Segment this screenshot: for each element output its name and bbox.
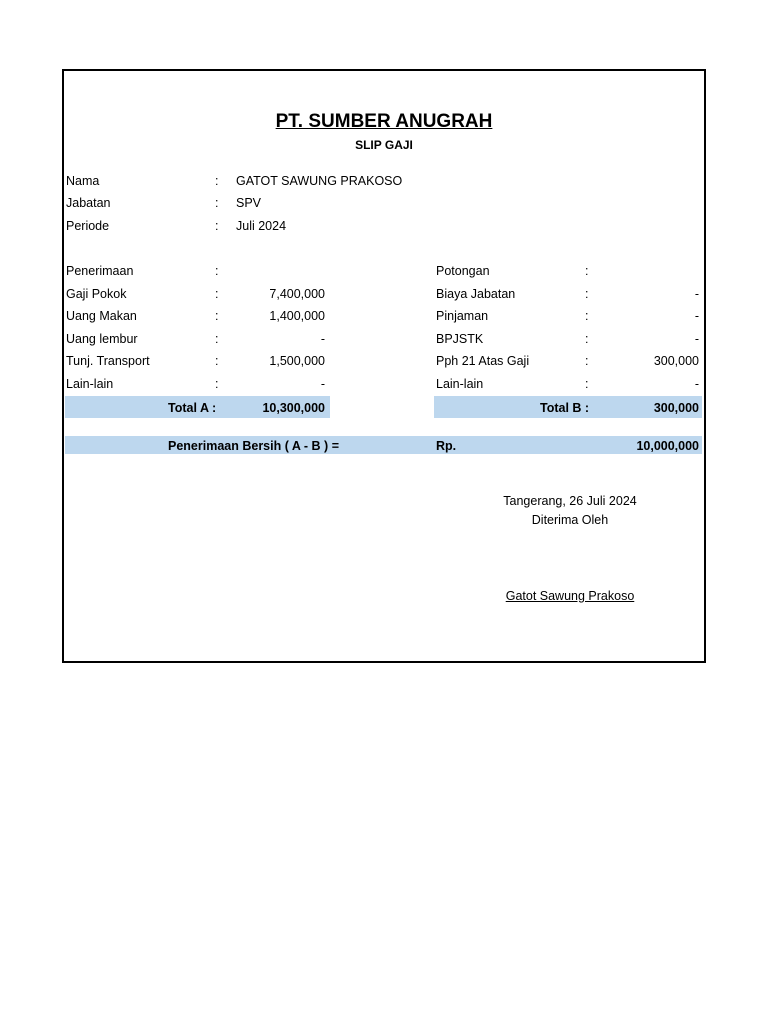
deduction-item-value: - — [694, 309, 699, 323]
total-b-value: 300,000 — [653, 401, 699, 415]
jabatan-value: SPV — [236, 196, 262, 210]
deduction-item-colon: : — [585, 332, 589, 346]
total-a-label: Total A : — [168, 401, 217, 415]
income-heading: Penerimaan — [66, 264, 134, 278]
income-item-value: 1,500,000 — [269, 354, 325, 368]
deduction-item-label: BPJSTK — [436, 332, 484, 346]
periode-value: Juli 2024 — [236, 219, 287, 233]
total-a-value: 10,300,000 — [262, 401, 325, 415]
income-item-value: 1,400,000 — [269, 309, 325, 323]
deduction-item-value: - — [694, 287, 699, 301]
jabatan-label: Jabatan — [66, 196, 111, 210]
jabatan-colon: : — [215, 196, 219, 210]
received-by-label: Diterima Oleh — [531, 513, 609, 527]
nama-label: Nama — [66, 174, 100, 188]
income-item-colon: : — [215, 287, 219, 301]
total-b-label: Total B : — [540, 401, 590, 415]
deduction-item-colon: : — [585, 287, 589, 301]
deductions-heading: Potongan — [436, 264, 490, 278]
company-name: PT. SUMBER ANUGRAH — [275, 111, 493, 132]
income-item-colon: : — [215, 332, 219, 346]
deduction-item-colon: : — [585, 377, 589, 391]
income-item-label: Uang Makan — [66, 309, 137, 323]
nama-colon: : — [215, 174, 219, 188]
deduction-item-label: Pph 21 Atas Gaji — [436, 354, 530, 368]
income-item-colon: : — [215, 377, 219, 391]
periode-colon: : — [215, 219, 219, 233]
income-item-value: 7,400,000 — [269, 287, 325, 301]
slip-title: SLIP GAJI — [355, 138, 413, 152]
deduction-item-label: Lain-lain — [436, 377, 484, 391]
net-pay-label: Penerimaan Bersih ( A - B ) = — [168, 439, 339, 453]
signatory-name-text: Gatot Sawung Prakoso — [505, 589, 635, 603]
nama-value: GATOT SAWUNG PRAKOSO — [236, 174, 403, 188]
income-item-colon: : — [215, 354, 219, 368]
deduction-item-value: - — [694, 377, 699, 391]
net-pay-value: 10,000,000 — [636, 439, 699, 453]
periode-label: Periode — [66, 219, 110, 233]
deduction-item-colon: : — [585, 354, 589, 368]
income-item-value: - — [320, 377, 325, 391]
deduction-item-value: 300,000 — [653, 354, 699, 368]
income-item-label: Lain-lain — [66, 377, 114, 391]
deduction-item-label: Pinjaman — [436, 309, 489, 323]
deduction-item-colon: : — [585, 309, 589, 323]
income-item-label: Uang lembur — [66, 332, 138, 346]
income-item-colon: : — [215, 309, 219, 323]
income-item-label: Tunj. Transport — [66, 354, 150, 368]
salary-slip — [62, 69, 706, 663]
income-heading-colon: : — [215, 264, 219, 278]
deduction-item-value: - — [694, 332, 699, 346]
deductions-heading-colon: : — [585, 264, 589, 278]
income-item-label: Gaji Pokok — [66, 287, 127, 301]
net-pay-currency: Rp. — [436, 439, 457, 453]
deduction-item-label: Biaya Jabatan — [436, 287, 516, 301]
income-item-value: - — [320, 332, 325, 346]
signatory-name — [470, 588, 670, 604]
place-date: Tangerang, 26 Juli 2024 — [503, 494, 637, 508]
